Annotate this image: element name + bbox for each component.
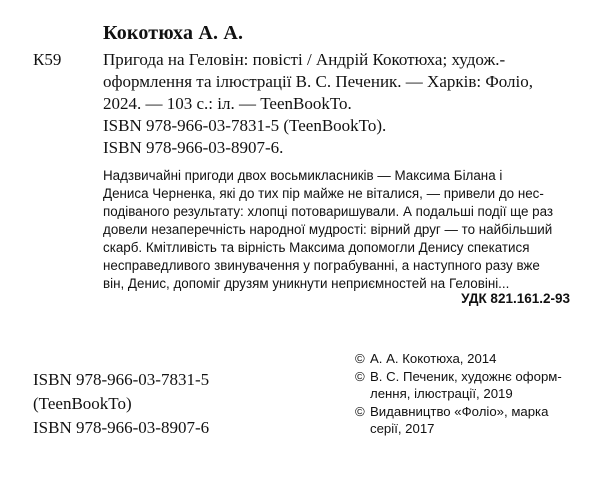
description-line: Пригода на Геловін: повісті / Андрій Кокотюха; худож.- bbox=[103, 50, 506, 69]
isbn-block-line: ISBN 978-966-03-7831-5 bbox=[33, 370, 210, 389]
copyright-line: лення, ілюстрації, 2019 bbox=[370, 386, 513, 401]
copyright-line: серії, 2017 bbox=[370, 421, 435, 436]
isbn-block-line: (TeenBookTo) bbox=[33, 394, 132, 413]
annotation-line: Дениса Черненка, які до тих пір майже не віталися, — привели до нес- bbox=[103, 186, 544, 201]
annotation-line: несправедливого звинувачення у пограбуванні, а наступного разу вже bbox=[103, 258, 540, 273]
annotation-line: скарб. Кмітливість та вірність Максима допомогли Денису спекатися bbox=[103, 240, 530, 255]
author-heading: Кокотюха А. А. bbox=[103, 22, 244, 44]
isbn-line: ISBN 978-966-03-8907-6. bbox=[103, 138, 284, 157]
copyright-line: В. С. Печеник, художнє оформ- bbox=[370, 369, 562, 384]
annotation-line: довели незаперечність народної мудрості: вірний друг — то найбільший bbox=[103, 222, 553, 237]
copyright-line: А. А. Кокотюха, 2014 bbox=[370, 351, 497, 366]
copyright-symbol: © bbox=[355, 351, 365, 366]
copyright-symbol: © bbox=[355, 404, 365, 419]
copyright-symbol: © bbox=[355, 369, 365, 384]
annotation-line: подіваного результату: хлопці потоваришували. А подальші події ще раз bbox=[103, 204, 554, 219]
annotation-line: Надзвичайні пригоди двох восьмикласників — Максима Білана і bbox=[103, 168, 503, 183]
udk-code: УДК 821.161.2-93 bbox=[461, 291, 570, 306]
description-line: оформлення та ілюстрації В. С. Печеник. — Харків: Фоліо, bbox=[103, 72, 534, 91]
isbn-block-line: ISBN 978-966-03-8907-6 bbox=[33, 418, 210, 437]
isbn-line: ISBN 978-966-03-7831-5 (TeenBookTo). bbox=[103, 116, 387, 135]
description-line: 2024. — 103 с.: іл. — TeenBookTo. bbox=[103, 94, 352, 113]
classification-code: К59 bbox=[33, 50, 62, 69]
annotation-line: він, Денис, допоміг друзям уникнути неприємностей на Геловіні... bbox=[103, 276, 510, 291]
copyright-line: Видавництво «Фоліо», марка bbox=[370, 404, 549, 419]
